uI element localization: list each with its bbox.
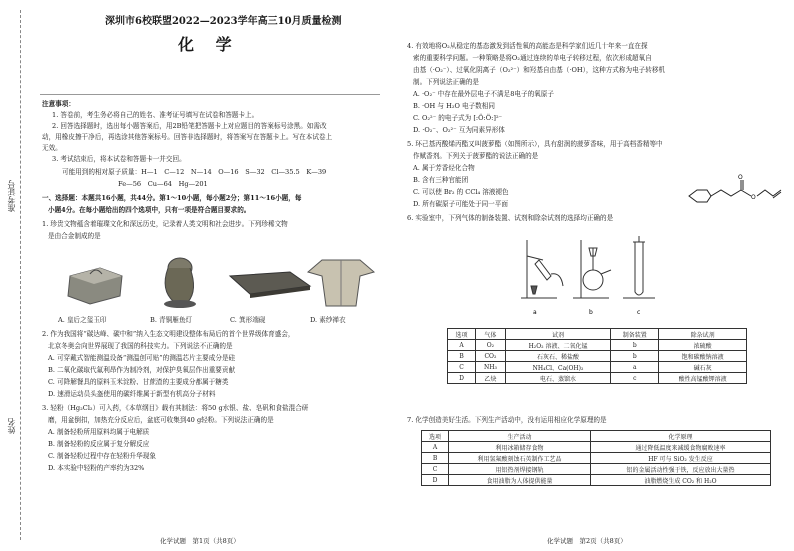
q6-header: 制备装置 (611, 329, 659, 340)
section-heading: 一、选择题：本题共16小题，共44分。第1～10小题，每小题2分；第11～16小题，每 (42, 194, 302, 202)
question-5-line: C. 可以使 Br₂ 的 CCl₄ 溶液褪色 (413, 188, 509, 196)
cell: CO₂ (476, 351, 506, 362)
question-1-stem: 是由合金制成的是 (48, 232, 101, 240)
question-4-line: B. ·OH 与 H₂O 电子数相同 (413, 102, 495, 110)
cell: H₂O₂ 溶液、二氧化锰 (505, 340, 611, 351)
question-2-line: C. 可降解餐具的原料玉米淀粉、甘蔗渣的主要成分都属于糖类 (48, 378, 229, 386)
question-3-line: 3. 轻粉（Hg₂Cl₂）可入药，《本草纲目》载有其制法：将50 g水银、盐、皂矾和食盐混合研 (42, 404, 309, 412)
question-4-line: 由基（·O₂⁻）、过氧化阴离子（O₂²⁻）和羟基自由基（·OH），这种方式称为电子转移机 (413, 66, 666, 74)
apparatus-label-a: a (533, 309, 537, 316)
cell: 用铝热剂焊接钢轨 (449, 464, 591, 475)
header-divider (40, 94, 380, 95)
cell: 利用氢氟酸刻蚀石英制作工艺品 (449, 453, 591, 464)
section-heading: 小题4分。在每小题给出的四个选项中，只有一项是符合题目要求的。 (48, 206, 251, 214)
table-row (448, 362, 747, 373)
question-4-line: D. ·O₂⁻、O₂²⁻ 互为同素异形体 (413, 126, 505, 134)
cell: 铝的金属活动性强于铁，反应放出大量热 (590, 464, 770, 475)
question-4-line: A. ·O₂⁻ 中存在最外层电子不满足8电子的氧原子 (413, 90, 554, 98)
cell: a (611, 362, 659, 373)
question-2-line: D. 速滑运动员头盔使用的碳纤维属于新型有机高分子材料 (48, 390, 216, 398)
question-4-line: 4. 有效地将O₂从稳定的基态激发到活性氧的高能态是科学家们近几十年来一直在探 (407, 42, 648, 50)
page-footer: 化学试题 第2页（共8页） (547, 537, 627, 545)
table-row (448, 351, 747, 362)
apparatus-label-b: b (589, 309, 593, 316)
question-5-line: D. 所有碳原子可能处于同一平面 (413, 200, 508, 208)
question-2-line: 2. 作为我国将“碳达峰、碳中和”纳入生态文明建设整体布局后的首个世界级体育盛会， (42, 330, 295, 338)
artifact-images (60, 246, 380, 314)
cell: NH₄Cl、Ca(OH)₂ (505, 362, 611, 373)
q7-header: 选项 (422, 431, 449, 442)
table-row (422, 464, 771, 475)
svg-text:O: O (751, 194, 756, 201)
cell: 浓硫酸 (659, 340, 747, 351)
cell: D (422, 475, 449, 486)
svg-text:O: O (738, 174, 743, 181)
option-d: D. 素纱禅衣 (310, 316, 346, 324)
cell: 通过降低温度来减缓食物腐败速率 (590, 442, 770, 453)
bronze-lamp-image (164, 258, 196, 308)
cell: B (422, 453, 449, 464)
cell: c (611, 373, 659, 384)
cell: O₂ (476, 340, 506, 351)
page-footer: 化学试题 第1页（共8页） (160, 537, 240, 545)
cell: C (448, 362, 476, 373)
inkstone-image (230, 272, 310, 298)
notice-line: 1. 答卷前，考生务必将自己的姓名、准考证号填写在试卷和答题卡上。 (52, 111, 259, 119)
cell: C (422, 464, 449, 475)
exam-header: 深圳市6校联盟2022—2023学年高三10月质量检测 (105, 16, 342, 27)
side-label-name: 姓名 (7, 418, 16, 434)
question-6-stem: 6. 实验室中，下列气体的制备装置、试剂和除杂试剂的选择均正确的是 (407, 214, 614, 222)
cell: A (422, 442, 449, 453)
binding-line (20, 10, 21, 540)
subject-title: 化 学 (178, 35, 240, 54)
cell: b (611, 351, 659, 362)
apparatus-label-c: c (637, 309, 641, 316)
q6-header: 气体 (476, 329, 506, 340)
question-4-line: 制。下列说法正确的是 (413, 78, 479, 86)
question-4-line: C. O₂²⁻ 的电子式为 [:Ö:Ö:]²⁻ (413, 114, 503, 122)
notice-line: 2. 回答选择题时，选出每小题答案后，用2B铅笔把答题卡上对应题目的答案标号涂黑。如需改 (52, 122, 327, 130)
question-4-line: 索的重要科学问题。一种策略是将O₂通过连续的单电子转移过程，依次形成超氧自 (413, 54, 652, 62)
question-3-line: D. 本实验中轻粉的产率约为32% (48, 464, 145, 472)
cell: 饱和碳酸钠溶液 (659, 351, 747, 362)
cell: 食用油脂为人体提供能量 (449, 475, 591, 486)
cell: NH₃ (476, 362, 506, 373)
question-3-line: C. 制备轻粉过程中存在轻粉升华现象 (48, 452, 156, 460)
question-1-stem: 1. 珍贵文物蕴含着璀璨文化和深远历史，记录着人类文明和社会进步。下列珍稀文物 (42, 220, 288, 228)
question-2-line: 北京冬奥会向世界展现了我国的科技实力。下列说法不正确的是 (48, 342, 233, 350)
table-row (448, 340, 747, 351)
cell: 电石、蒸馏水 (505, 373, 611, 384)
question-5-line: 作赋香剂。下列关于菠萝酯的说法正确的是 (413, 152, 539, 160)
cell: 酸性高锰酸钾溶液 (659, 373, 747, 384)
table-row (422, 442, 771, 453)
q6-header: 选项 (448, 329, 476, 340)
molecule-structure (683, 170, 783, 210)
q6-table (447, 328, 747, 384)
cell: 乙炔 (476, 373, 506, 384)
table-row (422, 453, 771, 464)
cell: 利用冰箱储存食物 (449, 442, 591, 453)
apparatus-c (623, 236, 655, 298)
apparatus-a (521, 240, 563, 298)
apparatus-diagram (517, 226, 657, 318)
notice-title: 注意事项： (42, 100, 75, 108)
question-3-line: 磨，用盆倒扣，加热充分反应后，盆底可收集到40 g轻粉。下列说法正确的是 (48, 416, 274, 424)
question-2-line: B. 二氧化碳取代氟利昂作为制冷剂，对保护臭氧层作出重要贡献 (48, 366, 236, 374)
atomic-masses: 可能用到的相对原子质量：H—1 C—12 N—14 O—16 S—32 Cl—35.5 K—39 (62, 168, 327, 176)
cell: 碱石灰 (659, 362, 747, 373)
option-a: A. 皇后之玺玉印 (58, 316, 107, 324)
cell: HF 可与 SiO₂ 发生反应 (590, 453, 770, 464)
silk-robe-image (308, 260, 374, 306)
q7-header: 化学原理 (590, 431, 770, 442)
question-3-line: A. 制备轻粉所用原料均属于电解质 (48, 428, 150, 436)
question-2-line: A. 可穿戴式智能测温设备“测温创可贴”的测温芯片主要成分是硅 (48, 354, 236, 362)
table-row (448, 373, 747, 384)
notice-line: 动，用橡皮擦干净后，再选涂其他答案标号。回答非选择题时，将答案写在答题卡上。写在本试卷上 (42, 133, 333, 141)
side-label-id: 准考证号 (7, 180, 16, 212)
q6-header: 除杂试剂 (659, 329, 747, 340)
page-2 (397, 0, 794, 551)
notice-line: 无效。 (42, 144, 62, 152)
question-5-line: A. 属于芳香烃化合物 (413, 164, 475, 172)
question-5-line: B. 含有三种官能团 (413, 176, 469, 184)
atomic-masses: Fe—56 Cu—64 Hg—201 (118, 180, 208, 188)
apparatus-b (573, 240, 611, 298)
q7-header: 生产活动 (449, 431, 591, 442)
option-b: B. 青铜雁鱼灯 (150, 316, 193, 324)
table-row (422, 475, 771, 486)
cell: B (448, 351, 476, 362)
q7-table (421, 430, 771, 486)
question-5-line: 5. 环己基丙酸烯丙酯又叫菠萝酯（如图所示），具有甜润的菠萝香味，用于高档香精等中 (407, 140, 663, 148)
question-3-line: B. 制备轻粉的反应属于复分解反应 (48, 440, 150, 448)
cell: 油脂燃烧生成 CO₂ 和 H₂O (590, 475, 770, 486)
cell: A (448, 340, 476, 351)
option-c: C. 箕形端砚 (230, 316, 266, 324)
cell: D (448, 373, 476, 384)
q6-header: 试剂 (505, 329, 611, 340)
notice-line: 3. 考试结束后，将本试卷和答题卡一并交回。 (52, 155, 186, 163)
cell: 石灰石、稀盐酸 (505, 351, 611, 362)
question-7-stem: 7. 化学创造美好生活。下列生产活动中，没有运用相应化学原理的是 (407, 416, 607, 424)
jade-seal-image (68, 268, 122, 304)
cell: b (611, 340, 659, 351)
